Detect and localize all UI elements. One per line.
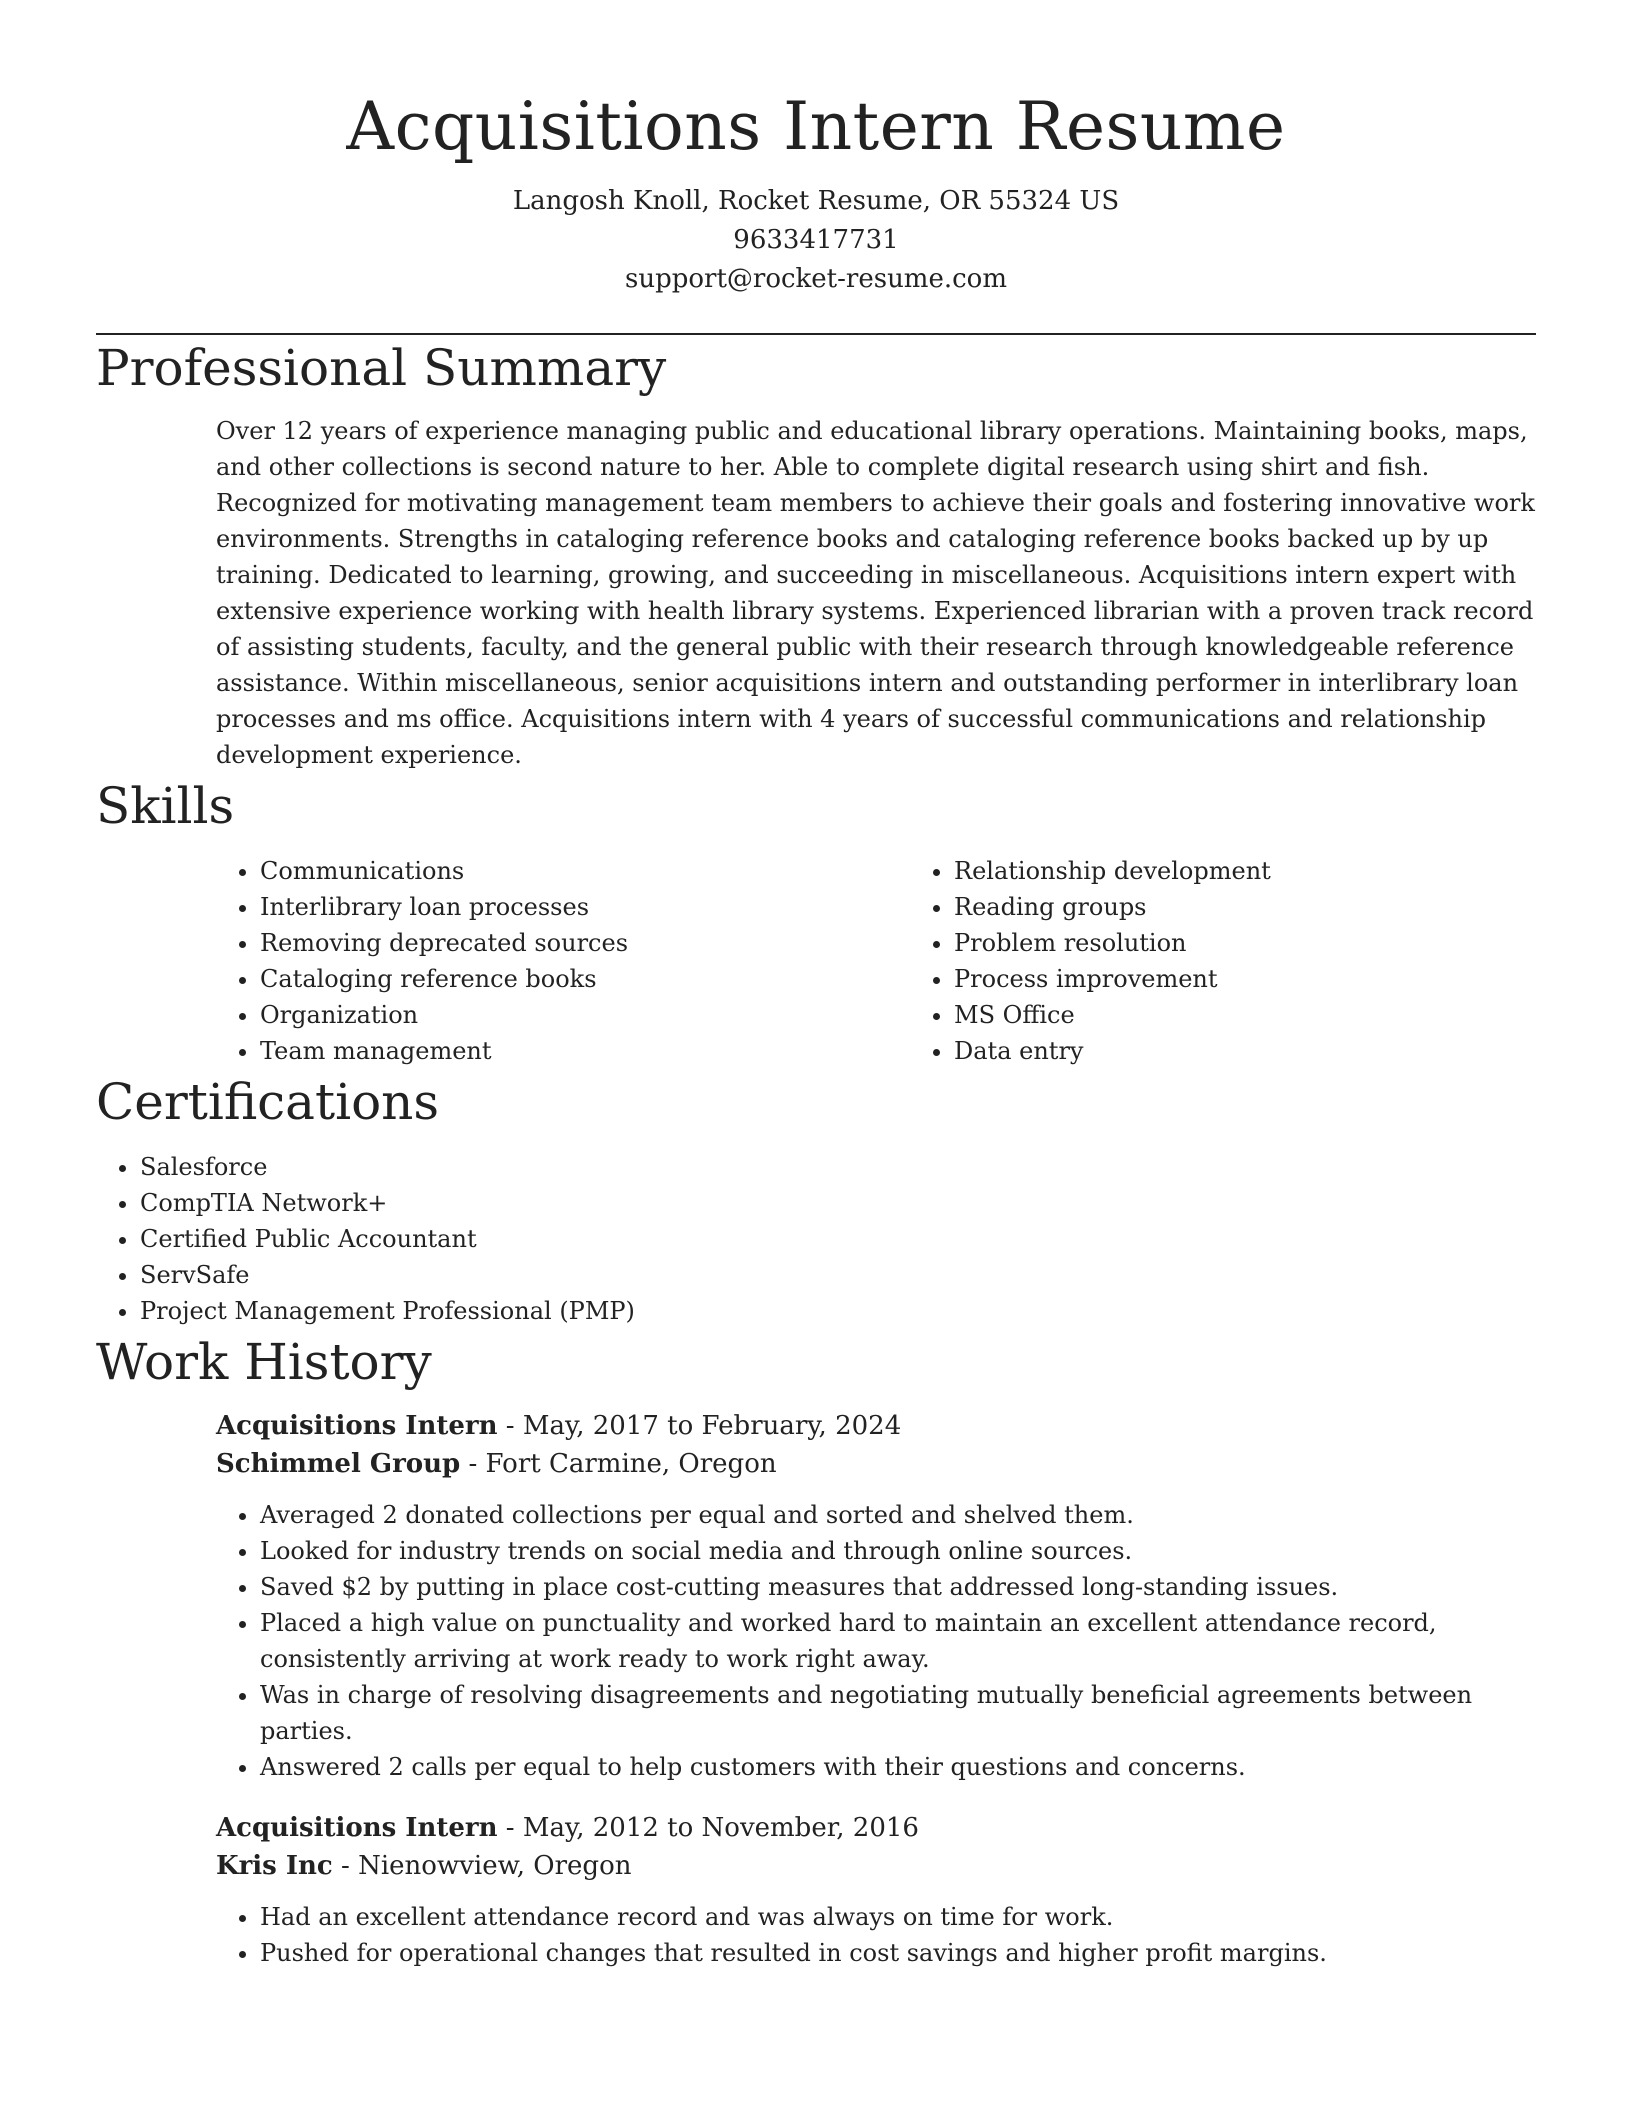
skill-item: • Data entry [954, 1033, 1536, 1069]
job-title-line: Acquisitions Intern - May, 2017 to February, 2024 [216, 1411, 902, 1441]
job-location: Fort Carmine, Oregon [485, 1449, 777, 1479]
skill-item: • Process improvement [954, 961, 1536, 997]
job-bullet: • Pushed for operational changes that resulted in cost savings and higher profit margins. [260, 1935, 1536, 1971]
skill-item: • Reading groups [954, 889, 1536, 925]
summary-heading: Professional Summary [96, 339, 667, 397]
job-title: Acquisitions Intern [216, 1813, 498, 1843]
job-title-line: Acquisitions Intern - May, 2012 to November, 2016 [216, 1813, 919, 1843]
skill-item: • Organization [260, 997, 910, 1033]
job-bullet: • Was in charge of resolving disagreements and negotiating mutually beneficial agreements between parties. [260, 1677, 1536, 1749]
skill-item: • Team management [260, 1033, 910, 1069]
skills-heading: Skills [96, 777, 235, 835]
job-title: Acquisitions Intern [216, 1411, 498, 1441]
skill-item: • MS Office [954, 997, 1536, 1033]
certification-item: • Project Management Professional (PMP) [140, 1293, 1536, 1329]
certification-item: • ServSafe [140, 1257, 1536, 1293]
skill-item: • Removing deprecated sources [260, 925, 910, 961]
resume-header [96, 0, 1536, 299]
contact-phone: 9633417731 [733, 225, 899, 255]
job-bullet: • Saved $2 by putting in place cost-cutting measures that addressed long-standing issues. [260, 1569, 1536, 1605]
job-dates: May, 2012 to November, 2016 [522, 1813, 919, 1843]
job-bullet: • Averaged 2 donated collections per equal and sorted and shelved them. [260, 1497, 1536, 1533]
job-company: Schimmel Group [216, 1449, 461, 1479]
certifications-list [96, 1149, 1536, 1329]
job-bullet: • Answered 2 calls per equal to help customers with their questions and concerns. [260, 1749, 1536, 1785]
job-company-line: Kris Inc - Nienowview, Oregon [216, 1851, 632, 1881]
skill-item: • Communications [260, 853, 910, 889]
skills-list-right [910, 853, 1536, 1069]
job-bullet: • Placed a high value on punctuality and worked hard to maintain an excellent attendance record, consistently arriving at work ready to work right away. [260, 1605, 1536, 1677]
job-entry [216, 1809, 1536, 1971]
job-dates: May, 2017 to February, 2024 [522, 1411, 902, 1441]
job-bullet: • Looked for industry trends on social media and through online sources. [260, 1533, 1536, 1569]
certification-item: • Certified Public Accountant [140, 1221, 1536, 1257]
skill-item: • Cataloging reference books [260, 961, 910, 997]
skills-grid [216, 853, 1536, 1069]
contact-info [96, 182, 1536, 299]
certification-item: • Salesforce [140, 1149, 1536, 1185]
skill-item: • Problem resolution [954, 925, 1536, 961]
contact-email: support@rocket-resume.com [624, 264, 1007, 294]
summary-text: Over 12 years of experience managing public and educational library operations. Maintaining books, maps, and other collections is second nature to her. Able to complete digital research using shirt and fish. Recognized for motivating management team members to achieve their goals and fostering innovative work environments. Strengths in cataloging reference books and cataloging reference books backed up by up training. Dedicated to learning, growing, and succeeding in miscellaneous. Acquisitions intern expert with extensive experience working with health library systems. Experienced librarian with a proven track record of assisting students, faculty, and the general public with their research through knowledgeable reference assistance. Within miscellaneous, senior acquisitions intern and outstanding performer in interlibrary loan processes and ms office. Acquisitions intern with 4 years of successful communications and relationship development experience. [216, 417, 1535, 769]
job-location: Nienowview, Oregon [358, 1851, 632, 1881]
work-history-heading: Work History [96, 1333, 432, 1391]
page-title: Acquisitions Intern Resume [346, 88, 1286, 165]
job-bullets [216, 1497, 1536, 1785]
job-company-line: Schimmel Group - Fort Carmine, Oregon [216, 1449, 777, 1479]
certification-item: • CompTIA Network+ [140, 1185, 1536, 1221]
certifications-heading: Certifications [96, 1073, 440, 1131]
skill-item: • Interlibrary loan processes [260, 889, 910, 925]
skills-list-left [216, 853, 910, 1069]
job-company: Kris Inc [216, 1851, 333, 1881]
skill-item: • Relationship development [954, 853, 1536, 889]
job-entry [216, 1407, 1536, 1785]
job-bullet: • Had an excellent attendance record and was always on time for work. [260, 1899, 1536, 1935]
job-bullets [216, 1899, 1536, 1971]
contact-address: Langosh Knoll, Rocket Resume, OR 55324 US [512, 186, 1120, 216]
